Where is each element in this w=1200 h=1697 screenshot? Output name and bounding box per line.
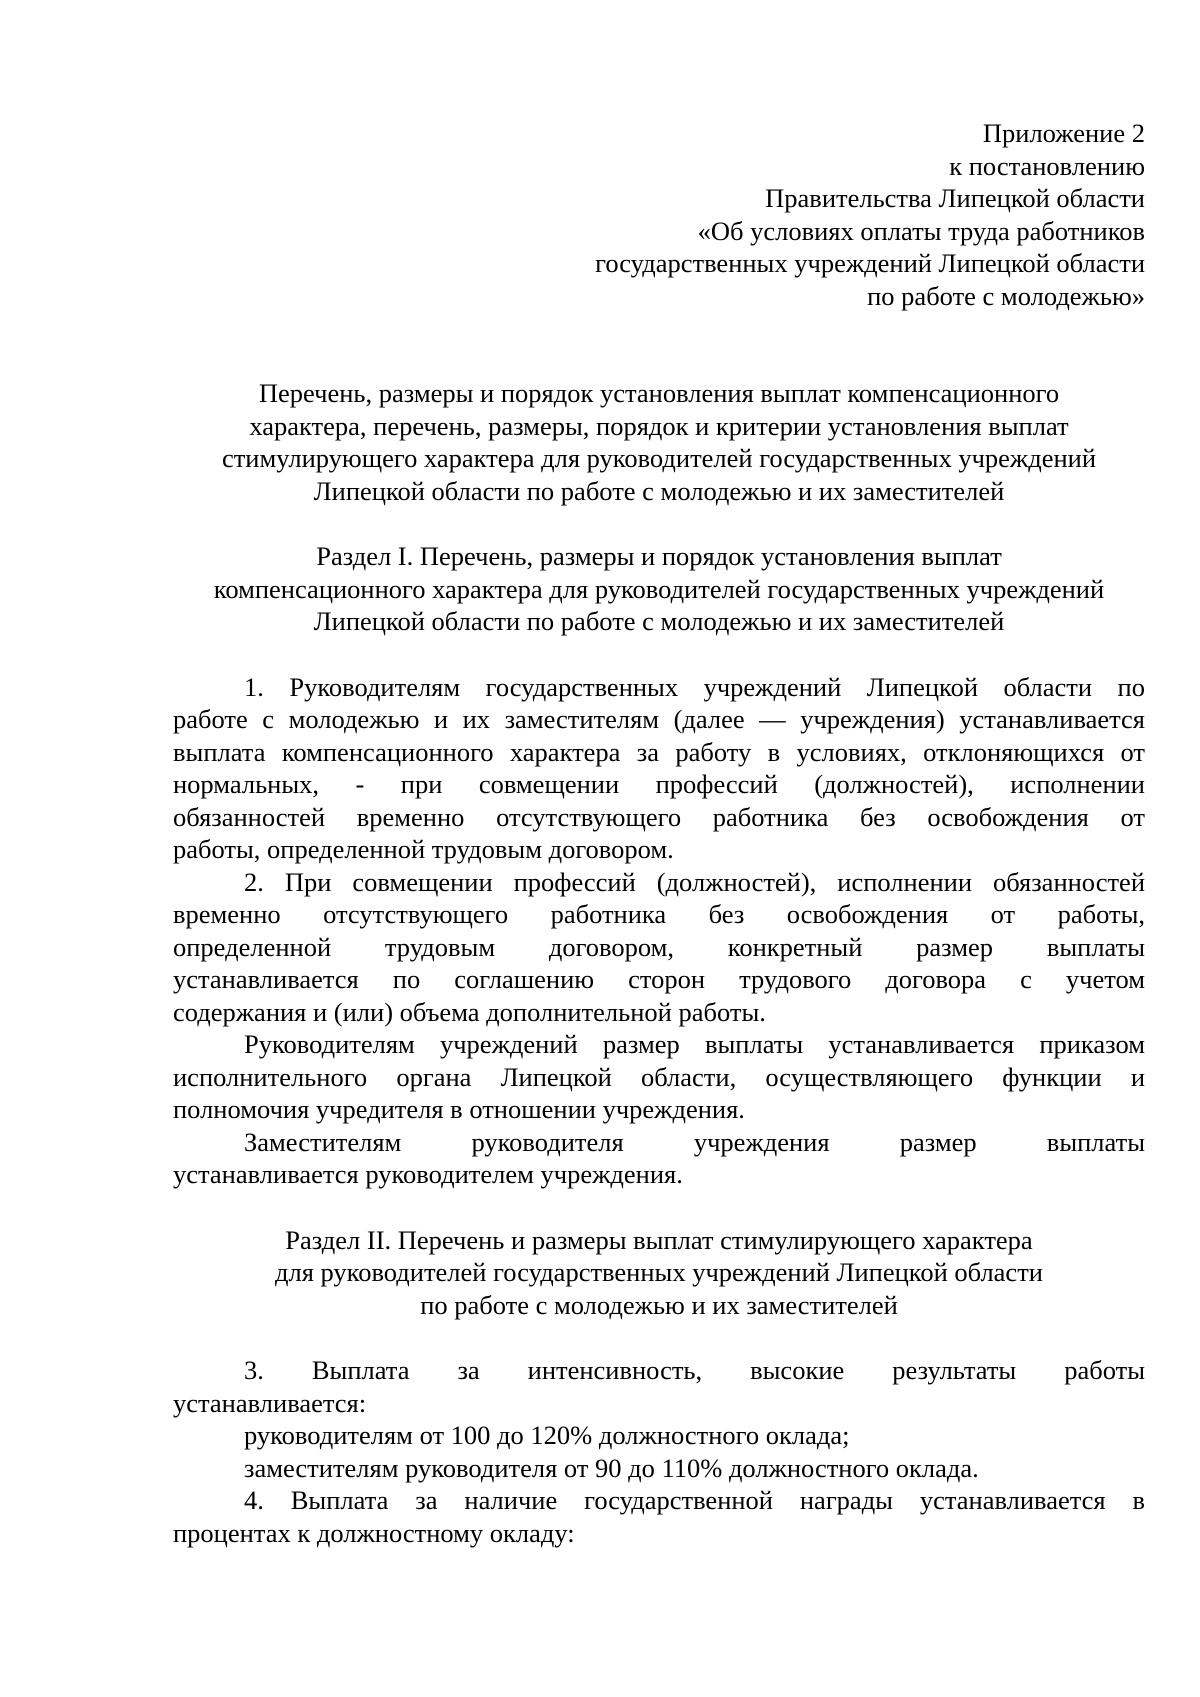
text-line: работы, определенной трудовым договором. [173,834,674,864]
title-line: характера, перечень, размеры, порядок и критерии установления выплат [249,410,1069,441]
paragraph-4 [173,1126,1145,1191]
appendix-line: государственных учреждений Липецкой области [595,248,1145,278]
title-line: Липецкой области по работе с молодежью и их заместителей [313,475,1005,506]
appendix-line: по работе с молодежью» [867,280,1145,311]
appendix-line: к постановлению [949,150,1145,181]
text-line: устанавливается руководителем учреждения. [173,1159,683,1189]
section-title-line: для руководителей государственных учреждений Липецкой области [275,1257,1043,1287]
section-title-line: Липецкой области по работе с молодежью и их заместителей [313,606,1005,636]
appendix-line: «Об условиях оплаты труда работников [697,215,1145,246]
paragraph-3-payment [173,1354,1145,1419]
text-line: устанавливается: [173,1387,367,1418]
text-line: определенной трудовым договором, конкретный размер выплаты [173,931,1145,962]
title-line: стимулирующего характера для руководителей государственных учреждений [221,443,1097,473]
document-page [173,117,1145,1549]
text-line: Заместителям руководителя учреждения размер выплаты [244,1126,1145,1157]
text-line: заместителям руководителя от 90 до 110% должностного оклада. [244,1452,979,1483]
section-2-body [173,1354,1145,1549]
section-2-title [173,1224,1145,1322]
text-line: 2. При совмещении профессий (должностей), исполнении обязанностей [244,866,1145,897]
text-line: полномочия учредителя в отношении учреждения. [173,1094,745,1124]
paragraph-4-award [173,1484,1145,1549]
appendix-header [173,117,1145,312]
section-title-line: Раздел I. Перечень, размеры и порядок установления выплат [316,541,1002,571]
appendix-line: Приложение 2 [982,118,1145,148]
text-line: содержания и (или) объема дополнительной работы. [173,996,766,1027]
section-title-line: компенсационного характера для руководителей государственных учреждений [213,573,1105,604]
paragraph-2 [173,866,1145,1029]
title-line: Перечень, размеры и порядок установления выплат компенсационного [258,378,1060,408]
text-line: исполнительного органа Липецкой области, осуществляющего функции и [173,1061,1145,1092]
text-line: работе с молодежью и их заместителям (далее — учреждения) устанавливается [173,704,1145,734]
text-line: Руководителям учреждений размер выплаты устанавливается приказом [244,1029,1145,1059]
text-line: 3. Выплата за интенсивность, высокие результаты работы [244,1355,1145,1385]
paragraph-3 [173,1028,1145,1126]
section-title-line: по работе с молодежью и их заместителей [420,1289,898,1320]
text-line: 4. Выплата за наличие государственной награды устанавливается в [244,1485,1145,1515]
text-line: временно отсутствующего работника без освобождения от работы, [173,899,1145,929]
document-title [173,377,1145,507]
section-title-line: Раздел II. Перечень и размеры выплат стимулирующего характера [285,1224,1033,1255]
section-1-body [173,671,1145,1191]
text-line: выплата компенсационного характера за работу в условиях, отклоняющихся от [173,736,1145,767]
text-line: устанавливается по соглашению сторон трудового договора с учетом [173,964,1145,994]
text-line: 1. Руководителям государственных учреждений Липецкой области по [244,671,1145,702]
text-line: обязанностей временно отсутствующего работника без освобождения от [173,801,1145,832]
paragraph-1 [173,671,1145,866]
text-line: руководителям от 100 до 120% должностного оклада; [244,1420,850,1450]
section-1-title [173,540,1145,638]
text-line: процентах к должностному окладу: [173,1517,575,1548]
appendix-line: Правительства Липецкой области [765,183,1145,213]
text-line: нормальных, - при совмещении профессий (должностей), исполнении [173,769,1145,799]
